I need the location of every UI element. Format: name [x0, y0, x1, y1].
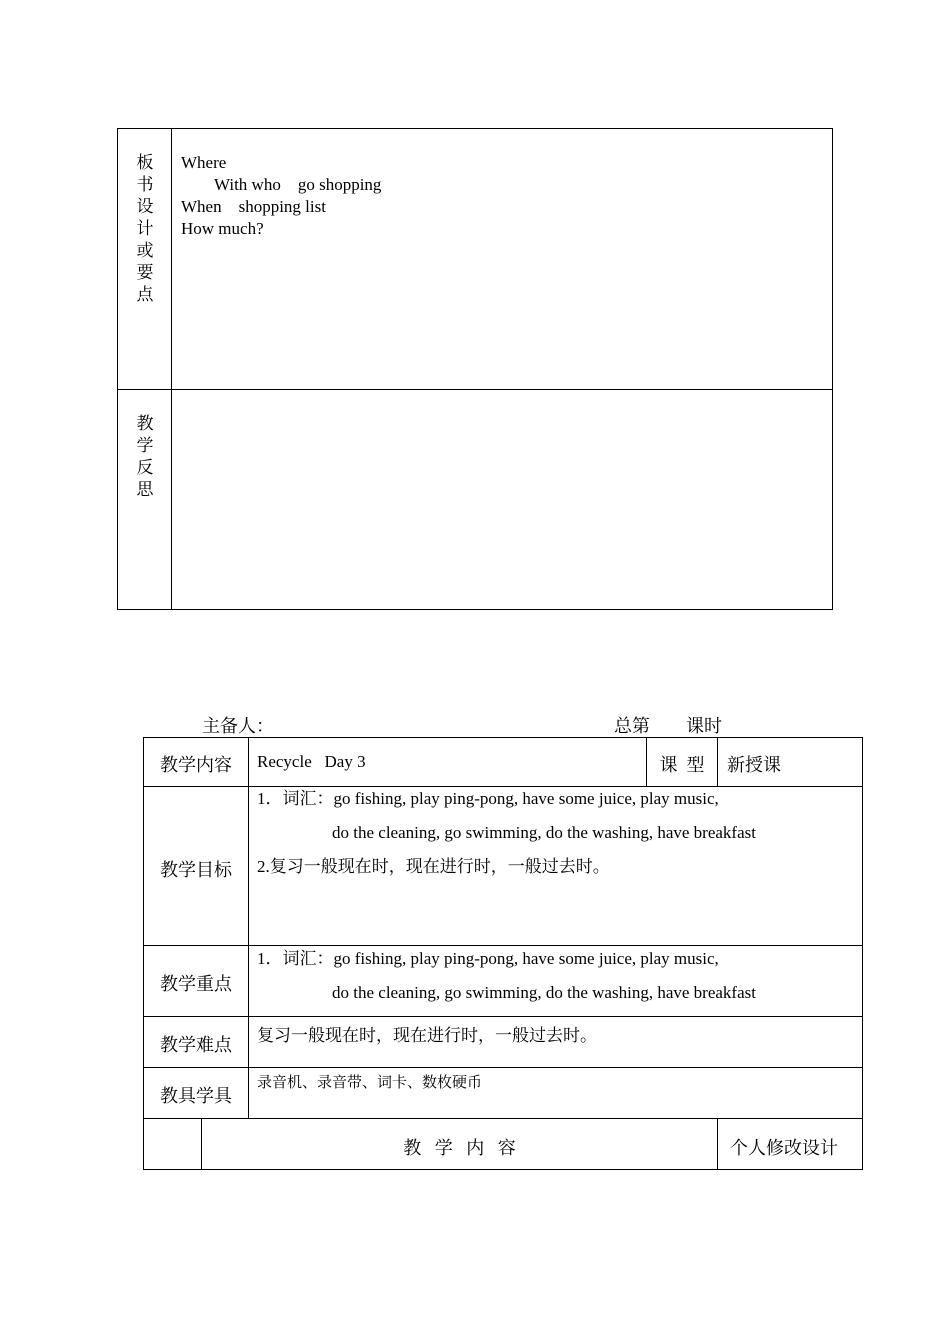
board-line: When shopping list: [181, 197, 326, 216]
difficulties-label: 教学难点: [160, 1035, 232, 1055]
aids-label: 教具学具: [160, 1086, 232, 1106]
board-line: With who go shopping: [214, 175, 382, 194]
row-line: [143, 1016, 862, 1017]
reflection-content: [173, 391, 830, 607]
top-table-divider: [171, 128, 172, 609]
reflection-label: 教学反思: [136, 414, 154, 499]
content-header: 教 学 内 容: [403, 1138, 516, 1158]
row-line: [143, 945, 862, 946]
goals-label: 教学目标: [160, 860, 232, 880]
type-value: 新授课: [727, 755, 781, 775]
content-value: Recycle Day 3: [257, 752, 366, 771]
type-label: 课 型: [659, 755, 705, 775]
board-design-label: 板书设计或要点: [136, 153, 154, 304]
board-line: Where: [181, 153, 227, 172]
preparer-label: 主备人：: [202, 716, 274, 736]
personal-design-label: 个人修改设计: [730, 1138, 838, 1158]
col-line: [248, 737, 249, 1118]
key-points-line: do the cleaning, go swimming, do the washing, have breakfast: [332, 983, 756, 1002]
difficulties-value: 复习一般现在时，现在进行时，一般过去时。: [257, 1026, 597, 1045]
goals-line: do the cleaning, go swimming, do the washing, have breakfast: [332, 823, 756, 842]
goals-line: 2.复习一般现在时，现在进行时，一般过去时。: [257, 857, 610, 876]
board-line: How much?: [181, 219, 264, 238]
row-line: [143, 1118, 862, 1119]
key-points-label: 教学重点: [160, 974, 232, 994]
row-line: [143, 1067, 862, 1068]
total-lesson-label: 总第 课时: [614, 716, 722, 736]
content-label: 教学内容: [160, 755, 232, 775]
aids-value: 录音机、录音带、词卡、数枚硬币: [257, 1075, 483, 1091]
key-points-line: 1．词汇：go fishing, play ping-pong, have some juice, play music,: [257, 949, 719, 968]
goals-line: 1．词汇：go fishing, play ping-pong, have some juice, play music,: [257, 789, 719, 808]
top-table-row-divider: [117, 389, 832, 390]
row-line: [143, 786, 862, 787]
